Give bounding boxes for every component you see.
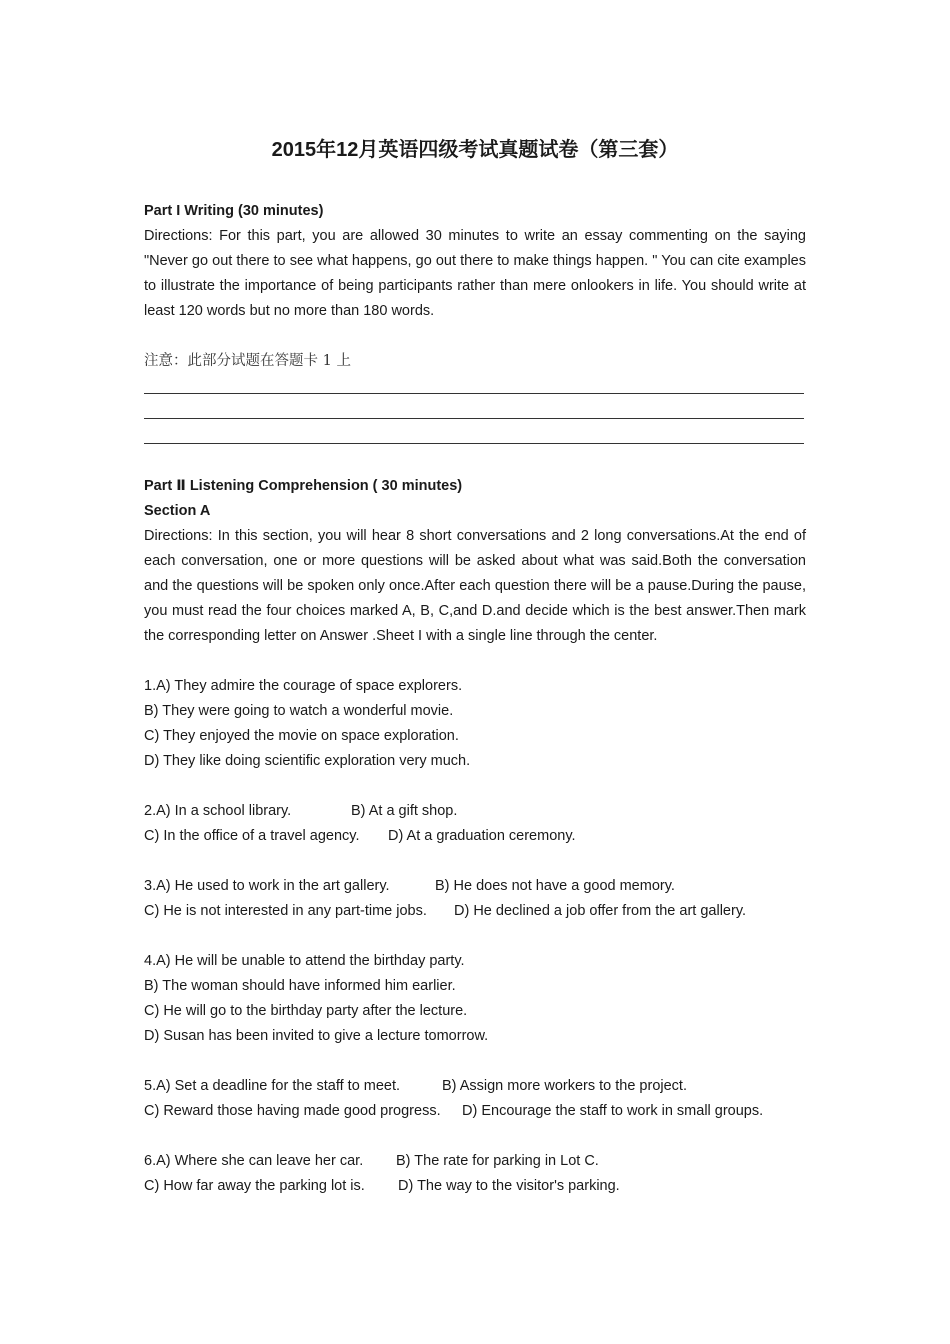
q5-option-a: 5.A) Set a deadline for the staff to meet. bbox=[144, 1078, 401, 1094]
q3-option-d: D) He declined a job offer from the art gallery. bbox=[454, 903, 747, 919]
question-1 bbox=[144, 674, 806, 774]
q1-option-d: D) They like doing scientific exploration very much. bbox=[144, 753, 471, 769]
q2-option-c: C) In the office of a travel agency. bbox=[144, 828, 360, 844]
q4-option-a: 4.A) He will be unable to attend the birthday party. bbox=[144, 953, 465, 969]
part2-heading: Part Ⅱ Listening Comprehension ( 30 minutes) bbox=[144, 478, 463, 494]
part1-directions: Directions: For this part, you are allowed 30 minutes to write an essay commenting on the saying "Never go out there to see what happens, go out there to make things happen. " You can cite examples to illustrate the importance of being participants rather than mere onlookers in life. You should write at least 120 words but no more than 180 words. bbox=[144, 228, 806, 319]
spacer bbox=[144, 774, 806, 799]
question-6 bbox=[144, 1149, 806, 1199]
question-3 bbox=[144, 874, 806, 924]
q2-option-b: B) At a gift shop. bbox=[351, 803, 458, 819]
spacer bbox=[144, 849, 806, 874]
q6-option-a: 6.A) Where she can leave her car. bbox=[144, 1153, 364, 1169]
q5-option-b: B) Assign more workers to the project. bbox=[442, 1078, 687, 1094]
q5-option-c: C) Reward those having made good progress. bbox=[144, 1103, 441, 1119]
section-a-heading: Section A bbox=[144, 503, 211, 519]
q6-option-b: B) The rate for parking in Lot C. bbox=[396, 1153, 599, 1169]
q1-option-c: C) They enjoyed the movie on space exploration. bbox=[144, 728, 459, 744]
q3-option-c: C) He is not interested in any part-time jobs. bbox=[144, 903, 427, 919]
writing-line-1 bbox=[144, 374, 806, 399]
spacer bbox=[144, 324, 806, 349]
spacer bbox=[144, 649, 806, 674]
answer-sheet-note: 注意：此部分试题在答题卡 1 上 bbox=[144, 353, 351, 369]
q1-option-a: 1.A) They admire the courage of space explorers. bbox=[144, 678, 463, 694]
document-body bbox=[144, 134, 806, 1199]
spacer bbox=[144, 449, 806, 474]
part2-directions: Directions: In this section, you will hear 8 short conversations and 2 long conversations.At the end of each conversation, one or more questions will be asked about what was said.Both the conversation and the questions will be spoken only once.After each question there will be a pause.During the pause, you must read the four choices marked A, B, C,and D.and decide which is the best answer.Then mark the corresponding letter on Answer .Sheet I with a single line through the center. bbox=[144, 528, 806, 644]
page-title: 2015年12月英语四级考试真题试卷（第三套） bbox=[271, 139, 679, 161]
q4-option-c: C) He will go to the birthday party after the lecture. bbox=[144, 1003, 468, 1019]
writing-line-2 bbox=[144, 399, 806, 424]
q4-option-b: B) The woman should have informed him earlier. bbox=[144, 978, 456, 994]
question-4 bbox=[144, 949, 806, 1049]
q6-option-d: D) The way to the visitor's parking. bbox=[398, 1178, 620, 1194]
q6-option-c: C) How far away the parking lot is. bbox=[144, 1178, 365, 1194]
spacer bbox=[144, 1049, 806, 1074]
q1-option-b: B) They were going to watch a wonderful movie. bbox=[144, 703, 454, 719]
q3-option-a: 3.A) He used to work in the art gallery. bbox=[144, 878, 390, 894]
question-2 bbox=[144, 799, 806, 849]
spacer bbox=[144, 924, 806, 949]
spacer bbox=[144, 1124, 806, 1149]
q4-option-d: D) Susan has been invited to give a lecture tomorrow. bbox=[144, 1028, 489, 1044]
writing-line-3 bbox=[144, 424, 806, 449]
question-5 bbox=[144, 1074, 806, 1124]
q5-option-d: D) Encourage the staff to work in small groups. bbox=[462, 1103, 764, 1119]
q2-option-a: 2.A) In a school library. bbox=[144, 803, 292, 819]
q2-option-d: D) At a graduation ceremony. bbox=[388, 828, 576, 844]
part1-heading: Part I Writing (30 minutes) bbox=[144, 203, 324, 219]
q3-option-b: B) He does not have a good memory. bbox=[435, 878, 675, 894]
